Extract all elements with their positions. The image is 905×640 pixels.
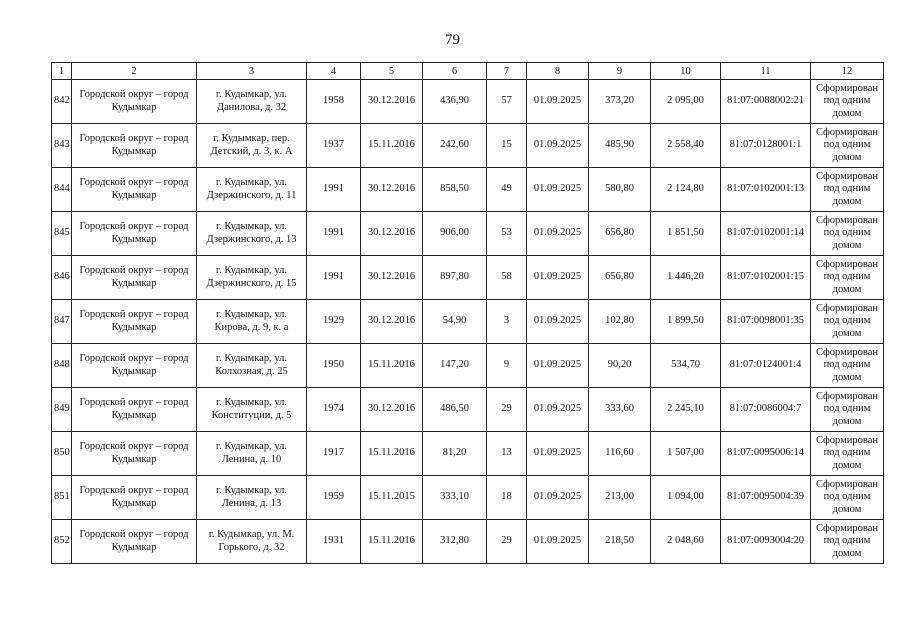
status-cell: Сформирован под одним домом (811, 168, 884, 212)
year-cell: 1917 (307, 432, 361, 476)
value2-cell: 1 094,00 (651, 476, 721, 520)
row-number: 844 (52, 168, 72, 212)
area-cell: 897,80 (423, 256, 487, 300)
date2-cell: 01.09.2025 (527, 256, 589, 300)
area-cell: 333,10 (423, 476, 487, 520)
cadastre-cell: 81:07:0095004:39 (721, 476, 811, 520)
row-number: 850 (52, 432, 72, 476)
count-cell: 18 (487, 476, 527, 520)
table-row (52, 432, 884, 476)
value2-cell: 1 851,50 (651, 212, 721, 256)
year-cell: 1991 (307, 212, 361, 256)
col-header: 4 (307, 63, 361, 80)
value2-cell: 534,70 (651, 344, 721, 388)
municipality-cell: Городской округ – город Кудымкар (72, 520, 197, 564)
date2-cell: 01.09.2025 (527, 124, 589, 168)
municipality-cell: Городской округ – город Кудымкар (72, 124, 197, 168)
address-cell: г. Кудымкар, ул. Дзержинского, д. 13 (197, 212, 307, 256)
col-header: 5 (361, 63, 423, 80)
area-cell: 54,90 (423, 300, 487, 344)
col-header: 1 (52, 63, 72, 80)
value1-cell: 213,00 (589, 476, 651, 520)
table-row (52, 256, 884, 300)
date-cell: 15.11.2016 (361, 124, 423, 168)
date-cell: 30.12.2016 (361, 256, 423, 300)
year-cell: 1991 (307, 256, 361, 300)
value1-cell: 656,80 (589, 256, 651, 300)
header-row (52, 63, 884, 80)
date-cell: 15.11.2016 (361, 520, 423, 564)
col-header: 7 (487, 63, 527, 80)
cadastre-cell: 81:07:0095006:14 (721, 432, 811, 476)
table-row (52, 344, 884, 388)
value2-cell: 2 124,80 (651, 168, 721, 212)
count-cell: 3 (487, 300, 527, 344)
date2-cell: 01.09.2025 (527, 80, 589, 124)
value2-cell: 2 245,10 (651, 388, 721, 432)
municipality-cell: Городской округ – город Кудымкар (72, 300, 197, 344)
municipality-cell: Городской округ – город Кудымкар (72, 344, 197, 388)
date-cell: 30.12.2016 (361, 80, 423, 124)
table-row (52, 476, 884, 520)
col-header: 10 (651, 63, 721, 80)
value2-cell: 1 507,00 (651, 432, 721, 476)
count-cell: 53 (487, 212, 527, 256)
status-cell: Сформирован под одним домом (811, 344, 884, 388)
count-cell: 13 (487, 432, 527, 476)
row-number: 846 (52, 256, 72, 300)
date-cell: 30.12.2016 (361, 168, 423, 212)
value1-cell: 580,80 (589, 168, 651, 212)
status-cell: Сформирован под одним домом (811, 124, 884, 168)
row-number: 852 (52, 520, 72, 564)
area-cell: 242,60 (423, 124, 487, 168)
year-cell: 1929 (307, 300, 361, 344)
municipality-cell: Городской округ – город Кудымкар (72, 388, 197, 432)
area-cell: 147,20 (423, 344, 487, 388)
municipality-cell: Городской округ – город Кудымкар (72, 256, 197, 300)
value2-cell: 2 048,60 (651, 520, 721, 564)
date2-cell: 01.09.2025 (527, 168, 589, 212)
address-cell: г. Кудымкар, ул. Дзержинского, д. 11 (197, 168, 307, 212)
status-cell: Сформирован под одним домом (811, 432, 884, 476)
value2-cell: 1 446,20 (651, 256, 721, 300)
col-header: 12 (811, 63, 884, 80)
table-row (52, 388, 884, 432)
cadastre-cell: 81:07:0093004:20 (721, 520, 811, 564)
value2-cell: 2 558,40 (651, 124, 721, 168)
cadastre-cell: 81:07:0102001:13 (721, 168, 811, 212)
row-number: 849 (52, 388, 72, 432)
date2-cell: 01.09.2025 (527, 212, 589, 256)
year-cell: 1931 (307, 520, 361, 564)
address-cell: г. Кудымкар, ул. Колхозная, д. 25 (197, 344, 307, 388)
status-cell: Сформирован под одним домом (811, 520, 884, 564)
count-cell: 9 (487, 344, 527, 388)
year-cell: 1950 (307, 344, 361, 388)
col-header: 3 (197, 63, 307, 80)
housing-register-table (51, 62, 884, 564)
municipality-cell: Городской округ – город Кудымкар (72, 212, 197, 256)
cadastre-cell: 81:07:0124001:4 (721, 344, 811, 388)
col-header: 9 (589, 63, 651, 80)
count-cell: 29 (487, 520, 527, 564)
municipality-cell: Городской округ – город Кудымкар (72, 80, 197, 124)
col-header: 6 (423, 63, 487, 80)
row-number: 842 (52, 80, 72, 124)
table-row (52, 212, 884, 256)
value1-cell: 333,60 (589, 388, 651, 432)
value2-cell: 2 095,00 (651, 80, 721, 124)
address-cell: г. Кудымкар, ул. Дзержинского, д. 15 (197, 256, 307, 300)
value1-cell: 485,90 (589, 124, 651, 168)
area-cell: 312,80 (423, 520, 487, 564)
cadastre-cell: 81:07:0088002:21 (721, 80, 811, 124)
table-row (52, 300, 884, 344)
status-cell: Сформирован под одним домом (811, 212, 884, 256)
date2-cell: 01.09.2025 (527, 520, 589, 564)
cadastre-cell: 81:07:0098001:35 (721, 300, 811, 344)
value1-cell: 102,80 (589, 300, 651, 344)
row-number: 851 (52, 476, 72, 520)
area-cell: 906,00 (423, 212, 487, 256)
value2-cell: 1 899,50 (651, 300, 721, 344)
table-row (52, 168, 884, 212)
area-cell: 486,50 (423, 388, 487, 432)
address-cell: г. Кудымкар, пер. Детский, д. 3, к. А (197, 124, 307, 168)
year-cell: 1991 (307, 168, 361, 212)
value1-cell: 373,20 (589, 80, 651, 124)
year-cell: 1958 (307, 80, 361, 124)
area-cell: 858,50 (423, 168, 487, 212)
count-cell: 49 (487, 168, 527, 212)
date2-cell: 01.09.2025 (527, 476, 589, 520)
municipality-cell: Городской округ – город Кудымкар (72, 168, 197, 212)
row-number: 845 (52, 212, 72, 256)
municipality-cell: Городской округ – город Кудымкар (72, 476, 197, 520)
date2-cell: 01.09.2025 (527, 300, 589, 344)
area-cell: 81,20 (423, 432, 487, 476)
area-cell: 436,90 (423, 80, 487, 124)
page-number: 79 (445, 32, 460, 48)
year-cell: 1974 (307, 388, 361, 432)
address-cell: г. Кудымкар, ул. Данилова, д. 32 (197, 80, 307, 124)
cadastre-cell: 81:07:0102001:15 (721, 256, 811, 300)
year-cell: 1937 (307, 124, 361, 168)
municipality-cell: Городской округ – город Кудымкар (72, 432, 197, 476)
table-row (52, 520, 884, 564)
value1-cell: 218,50 (589, 520, 651, 564)
date2-cell: 01.09.2025 (527, 344, 589, 388)
address-cell: г. Кудымкар, ул. Конституции, д. 5 (197, 388, 307, 432)
table-row (52, 124, 884, 168)
table-body (52, 80, 884, 564)
count-cell: 58 (487, 256, 527, 300)
date-cell: 15.11.2015 (361, 476, 423, 520)
status-cell: Сформирован под одним домом (811, 256, 884, 300)
address-cell: г. Кудымкар, ул. Ленина, д. 13 (197, 476, 307, 520)
status-cell: Сформирован под одним домом (811, 80, 884, 124)
year-cell: 1959 (307, 476, 361, 520)
date-cell: 30.12.2016 (361, 300, 423, 344)
col-header: 2 (72, 63, 197, 80)
count-cell: 57 (487, 80, 527, 124)
col-header: 8 (527, 63, 589, 80)
row-number: 843 (52, 124, 72, 168)
value1-cell: 656,80 (589, 212, 651, 256)
count-cell: 15 (487, 124, 527, 168)
date-cell: 30.12.2016 (361, 212, 423, 256)
count-cell: 29 (487, 388, 527, 432)
status-cell: Сформирован под одним домом (811, 476, 884, 520)
cadastre-cell: 81:07:0128001:1 (721, 124, 811, 168)
table-row (52, 80, 884, 124)
address-cell: г. Кудымкар, ул. Ленина, д. 10 (197, 432, 307, 476)
col-header: 11 (721, 63, 811, 80)
address-cell: г. Кудымкар, ул. М. Горького, д. 32 (197, 520, 307, 564)
date2-cell: 01.09.2025 (527, 432, 589, 476)
cadastre-cell: 81:07:0102001:14 (721, 212, 811, 256)
date2-cell: 01.09.2025 (527, 388, 589, 432)
address-cell: г. Кудымкар, ул. Кирова, д. 9, к. а (197, 300, 307, 344)
row-number: 847 (52, 300, 72, 344)
status-cell: Сформирован под одним домом (811, 300, 884, 344)
value1-cell: 90,20 (589, 344, 651, 388)
row-number: 848 (52, 344, 72, 388)
date-cell: 15.11.2016 (361, 432, 423, 476)
status-cell: Сформирован под одним домом (811, 388, 884, 432)
date-cell: 30.12.2016 (361, 388, 423, 432)
cadastre-cell: 81:07:0086004:7 (721, 388, 811, 432)
date-cell: 15.11.2016 (361, 344, 423, 388)
value1-cell: 116,60 (589, 432, 651, 476)
